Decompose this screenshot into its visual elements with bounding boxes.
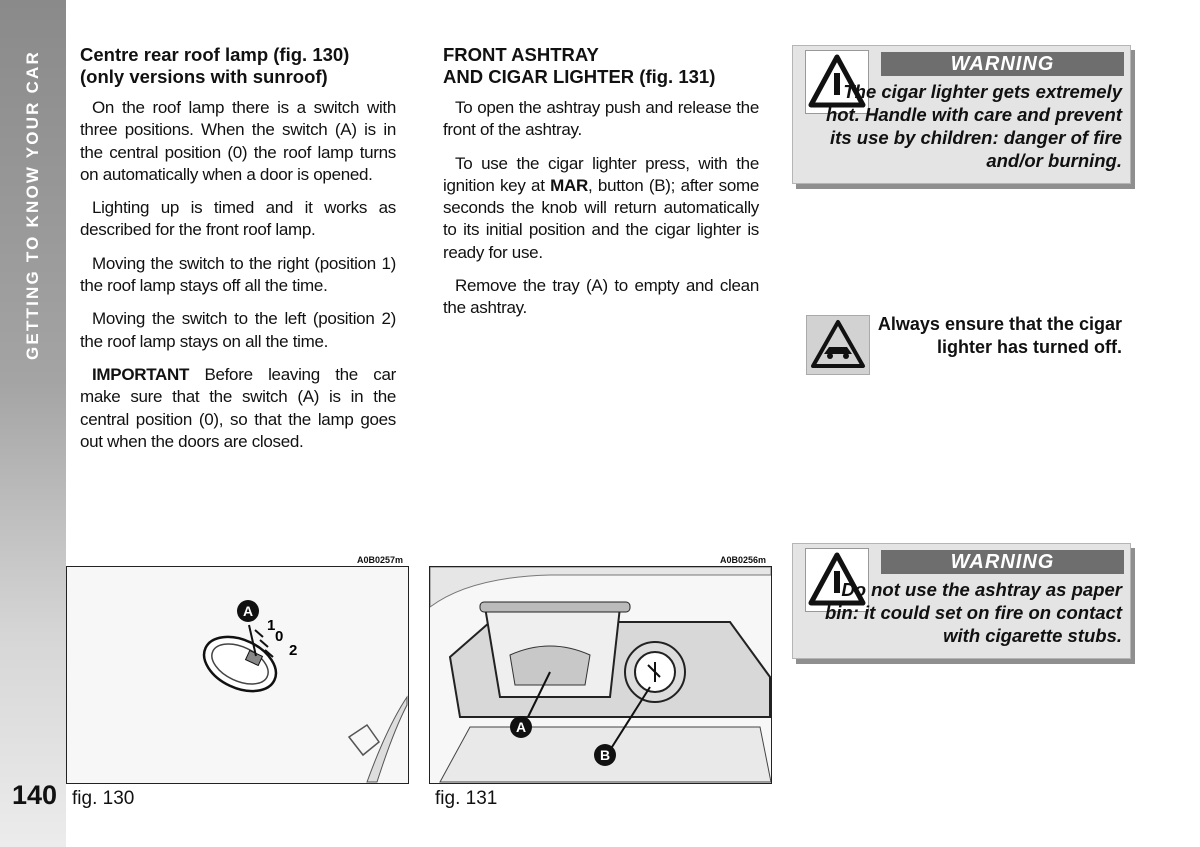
label-position-0: 0: [275, 628, 284, 645]
warning-text: The cigar lighter gets extremely hot. Handle with care and prevent its use by children: danger of fire and/or burning.: [825, 81, 1122, 171]
ashtray-heading: [443, 44, 759, 88]
roof-lamp-paragraph-3: Moving the switch to the right (position 1) the roof lamp stays off all the time.: [80, 253, 396, 296]
ashtray-heading-line1: FRONT ASHTRAY: [443, 44, 599, 65]
figure-131-ashtray: [429, 566, 772, 784]
section-title: GETTING TO KNOW YOUR CAR: [23, 49, 42, 361]
ashtray-paragraph-3: Remove the tray (A) to empty and clean the ashtray.: [443, 276, 759, 318]
roof-lamp-heading: [80, 44, 396, 88]
roof-lamp-paragraph-1: On the roof lamp there is a switch with three positions. When the switch (A) is in the central position (0) the roof lamp turns on automatically when a door is opened.: [80, 98, 396, 184]
mar-label: MAR: [550, 175, 588, 195]
ashtray-paragraph-2: [443, 153, 759, 264]
lighter-off-note: Always ensure that the cigar lighter has turned off.: [877, 314, 1122, 357]
roof-lamp-paragraph-4: Moving the switch to the left (position 2) the roof lamp stays on all the time.: [80, 309, 396, 351]
label-a: A: [515, 719, 527, 735]
roof-lamp-important-paragraph: [80, 364, 396, 453]
label-b: B: [599, 747, 611, 763]
label-a: A: [242, 603, 254, 619]
ashtray-paragraph-1: To open the ashtray push and release the front of the ashtray.: [443, 98, 759, 140]
warning-title: WARNING: [881, 52, 1124, 76]
warning-title: WARNING: [881, 550, 1124, 574]
figure-131-code: A0B0256m: [720, 555, 767, 565]
ashtray-heading-line2: AND CIGAR LIGHTER (fig. 131): [443, 66, 716, 87]
sidebar-band: [0, 0, 66, 847]
warning-box-lighter: [792, 45, 1131, 184]
environment-car-icon: [806, 315, 870, 375]
figure-130-caption: fig. 130: [72, 788, 135, 809]
warning-text: Do not use the ashtray as paper bin: it could set on fire on contact with cigarette stubs.: [824, 579, 1122, 646]
page-number: 140: [12, 780, 58, 810]
important-text: Before leaving the car make sure that the switch (A) is in the central position (0), so that the lamp goes out when the doors are closed.: [80, 364, 396, 451]
figure-130-roof-lamp: [66, 566, 409, 784]
roof-lamp-section: [80, 44, 396, 464]
figure-130-code: A0B0257m: [357, 555, 404, 565]
ashtray-section: [443, 44, 759, 331]
label-position-1: 1: [267, 617, 276, 634]
roof-lamp-heading-line2: (only versions with sunroof): [80, 66, 328, 87]
warning-box-ashtray: [792, 543, 1131, 659]
figure-131-caption: fig. 131: [435, 788, 498, 809]
roof-lamp-heading-line1: Centre rear roof lamp (fig. 130): [80, 44, 350, 65]
important-label: IMPORTANT: [92, 364, 190, 384]
lighter-text-b: , button (B); after some seconds the knob will return automatically to its initial position and the cigar lighter is ready for use.: [443, 175, 760, 262]
label-position-2: 2: [289, 642, 298, 659]
lighter-text-a: To use the cigar lighter press, with the ignition key at: [443, 153, 759, 195]
roof-lamp-paragraph-2: Lighting up is timed and it works as described for the front roof lamp.: [80, 198, 396, 240]
